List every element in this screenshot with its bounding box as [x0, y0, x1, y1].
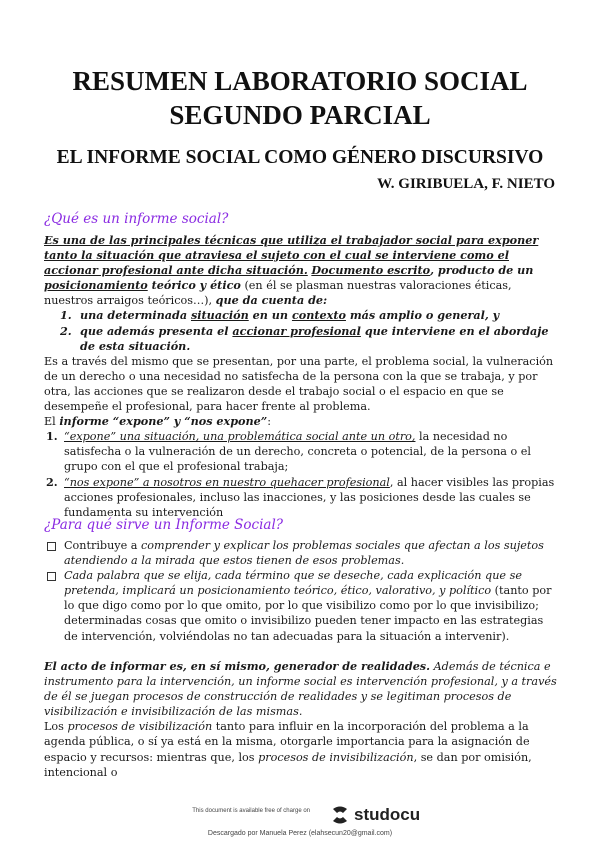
list-item: 2. “nos expone” a nosotros en nuestro quehacer profesional, al hacer visibles las propias acciones profesionales, incluso las inacciones, y las posiciones desde las cuales se fundamenta su intervención	[46, 474, 555, 519]
problem-paragraph: Es a través del mismo que se presentan, por una parte, el problema social, la vulneración de un derecho o una necesidad no satisfecha de la persona con la que se trabaja, y por otra, las acciones que se realizaron desde el trabajo social o el espacio en que se desempeñe el profesional, para hacer frente al problema.	[44, 354, 554, 414]
realities-paragraph: El acto de informar es, en sí mismo, generador de realidades. Además de técnica e instrumento para la intervención, un informe social es intervención profesional, y a través de él se juegan procesos de construcción de realidades y se legitiman procesos de visibilización e invisibilización de las mismas.	[44, 659, 557, 719]
authors: W. GIRIBUELA, F. NIETO	[377, 176, 555, 192]
visibility-paragraph: Los procesos de visibilización tanto para influir en la incorporación del problema a la agenda pública, o sí ya está en la misma, otorgarle importancia para la asignación de espacio y recursos: mientras que, los procesos de invisibilización, se dan por omisión, intencional o	[44, 720, 532, 779]
section-realities-body	[44, 659, 558, 780]
list-item: Cada palabra que se elija, cada término que se deseche, cada explicación que se pretenda, implicará un posicionamiento teórico, ético, valorativo, y político (tanto por lo que digo como por lo que omito, por lo que visibilizo como por lo que invisibilizo; determinadas cosas que omito o invisibilizo pueden tener impacto en las estrategias de intervención, volviéndolas no tan adecuadas para la situación a intervenir).	[44, 568, 558, 643]
studocu-logo[interactable]	[330, 805, 420, 825]
section-heading-purpose: ¿Para qué sirve un Informe Social?	[44, 517, 284, 533]
expone-line: El informe “expone” y “nos expone”:	[44, 414, 271, 429]
studocu-brand-text: studocu	[354, 805, 421, 824]
subtitle: EL INFORME SOCIAL COMO GÉNERO DISCURSIVO	[56, 147, 544, 168]
section-purpose-body	[44, 538, 558, 644]
list-item: 1. “expone” una situación, una problemática social ante un otro, la necesidad no satisfecha o la vulneración de un derecho, concreta o potencial, de la persona o el grupo con el que el profesional trabaja;	[46, 429, 531, 474]
intro-document-written: Documento escrito	[311, 263, 431, 278]
list-item: Contribuye a comprender y explicar los problemas sociales que afectan a los sujetos atendiendo a la mirada que estos tienen de esos problemas.	[44, 538, 558, 568]
section-heading-what-is: ¿Qué es un informe social?	[44, 211, 229, 227]
checkbox-bullet-icon	[47, 572, 56, 581]
title-line-1: RESUMEN LABORATORIO SOCIAL	[72, 66, 528, 96]
section-what-is-body	[44, 233, 558, 520]
list-item: 2. que además presenta el accionar profesional que interviene en el abordaje de esta situación.	[60, 323, 549, 353]
purpose-list	[44, 538, 558, 644]
studocu-logo-icon	[330, 805, 350, 825]
expone-list	[44, 429, 558, 520]
intro-definition: Es una de las principales técnicas que utiliza el trabajador social para exponer tanto la situación que atraviesa el sujeto con el cual se interviene como el accionar profesional ante dicha situación.	[44, 233, 539, 278]
footer-available-text: This document is available free of charge on	[192, 808, 310, 814]
title-line-2: SEGUNDO PARCIAL	[169, 100, 431, 130]
intro-paragraph: Es una de las principales técnicas que utiliza el trabajador social para exponer tanto la situación que atraviesa el sujeto con el cual se interviene como el accionar profesional ante dicha situación. Documento escrito, producto de un posicionamiento teórico y ético (en él se plasman nuestras valoraciones éticas, nuestros arraigos teóricos…), que da cuenta de:	[44, 233, 539, 308]
list-item: 1. una determinada situación en un contexto más amplio o general, y	[60, 308, 500, 323]
checkbox-bullet-icon	[47, 542, 56, 551]
definition-list	[44, 308, 558, 353]
footer-download-text: Descargado por Manuela Perez (elahsecun20@gmail.com)	[207, 830, 393, 837]
